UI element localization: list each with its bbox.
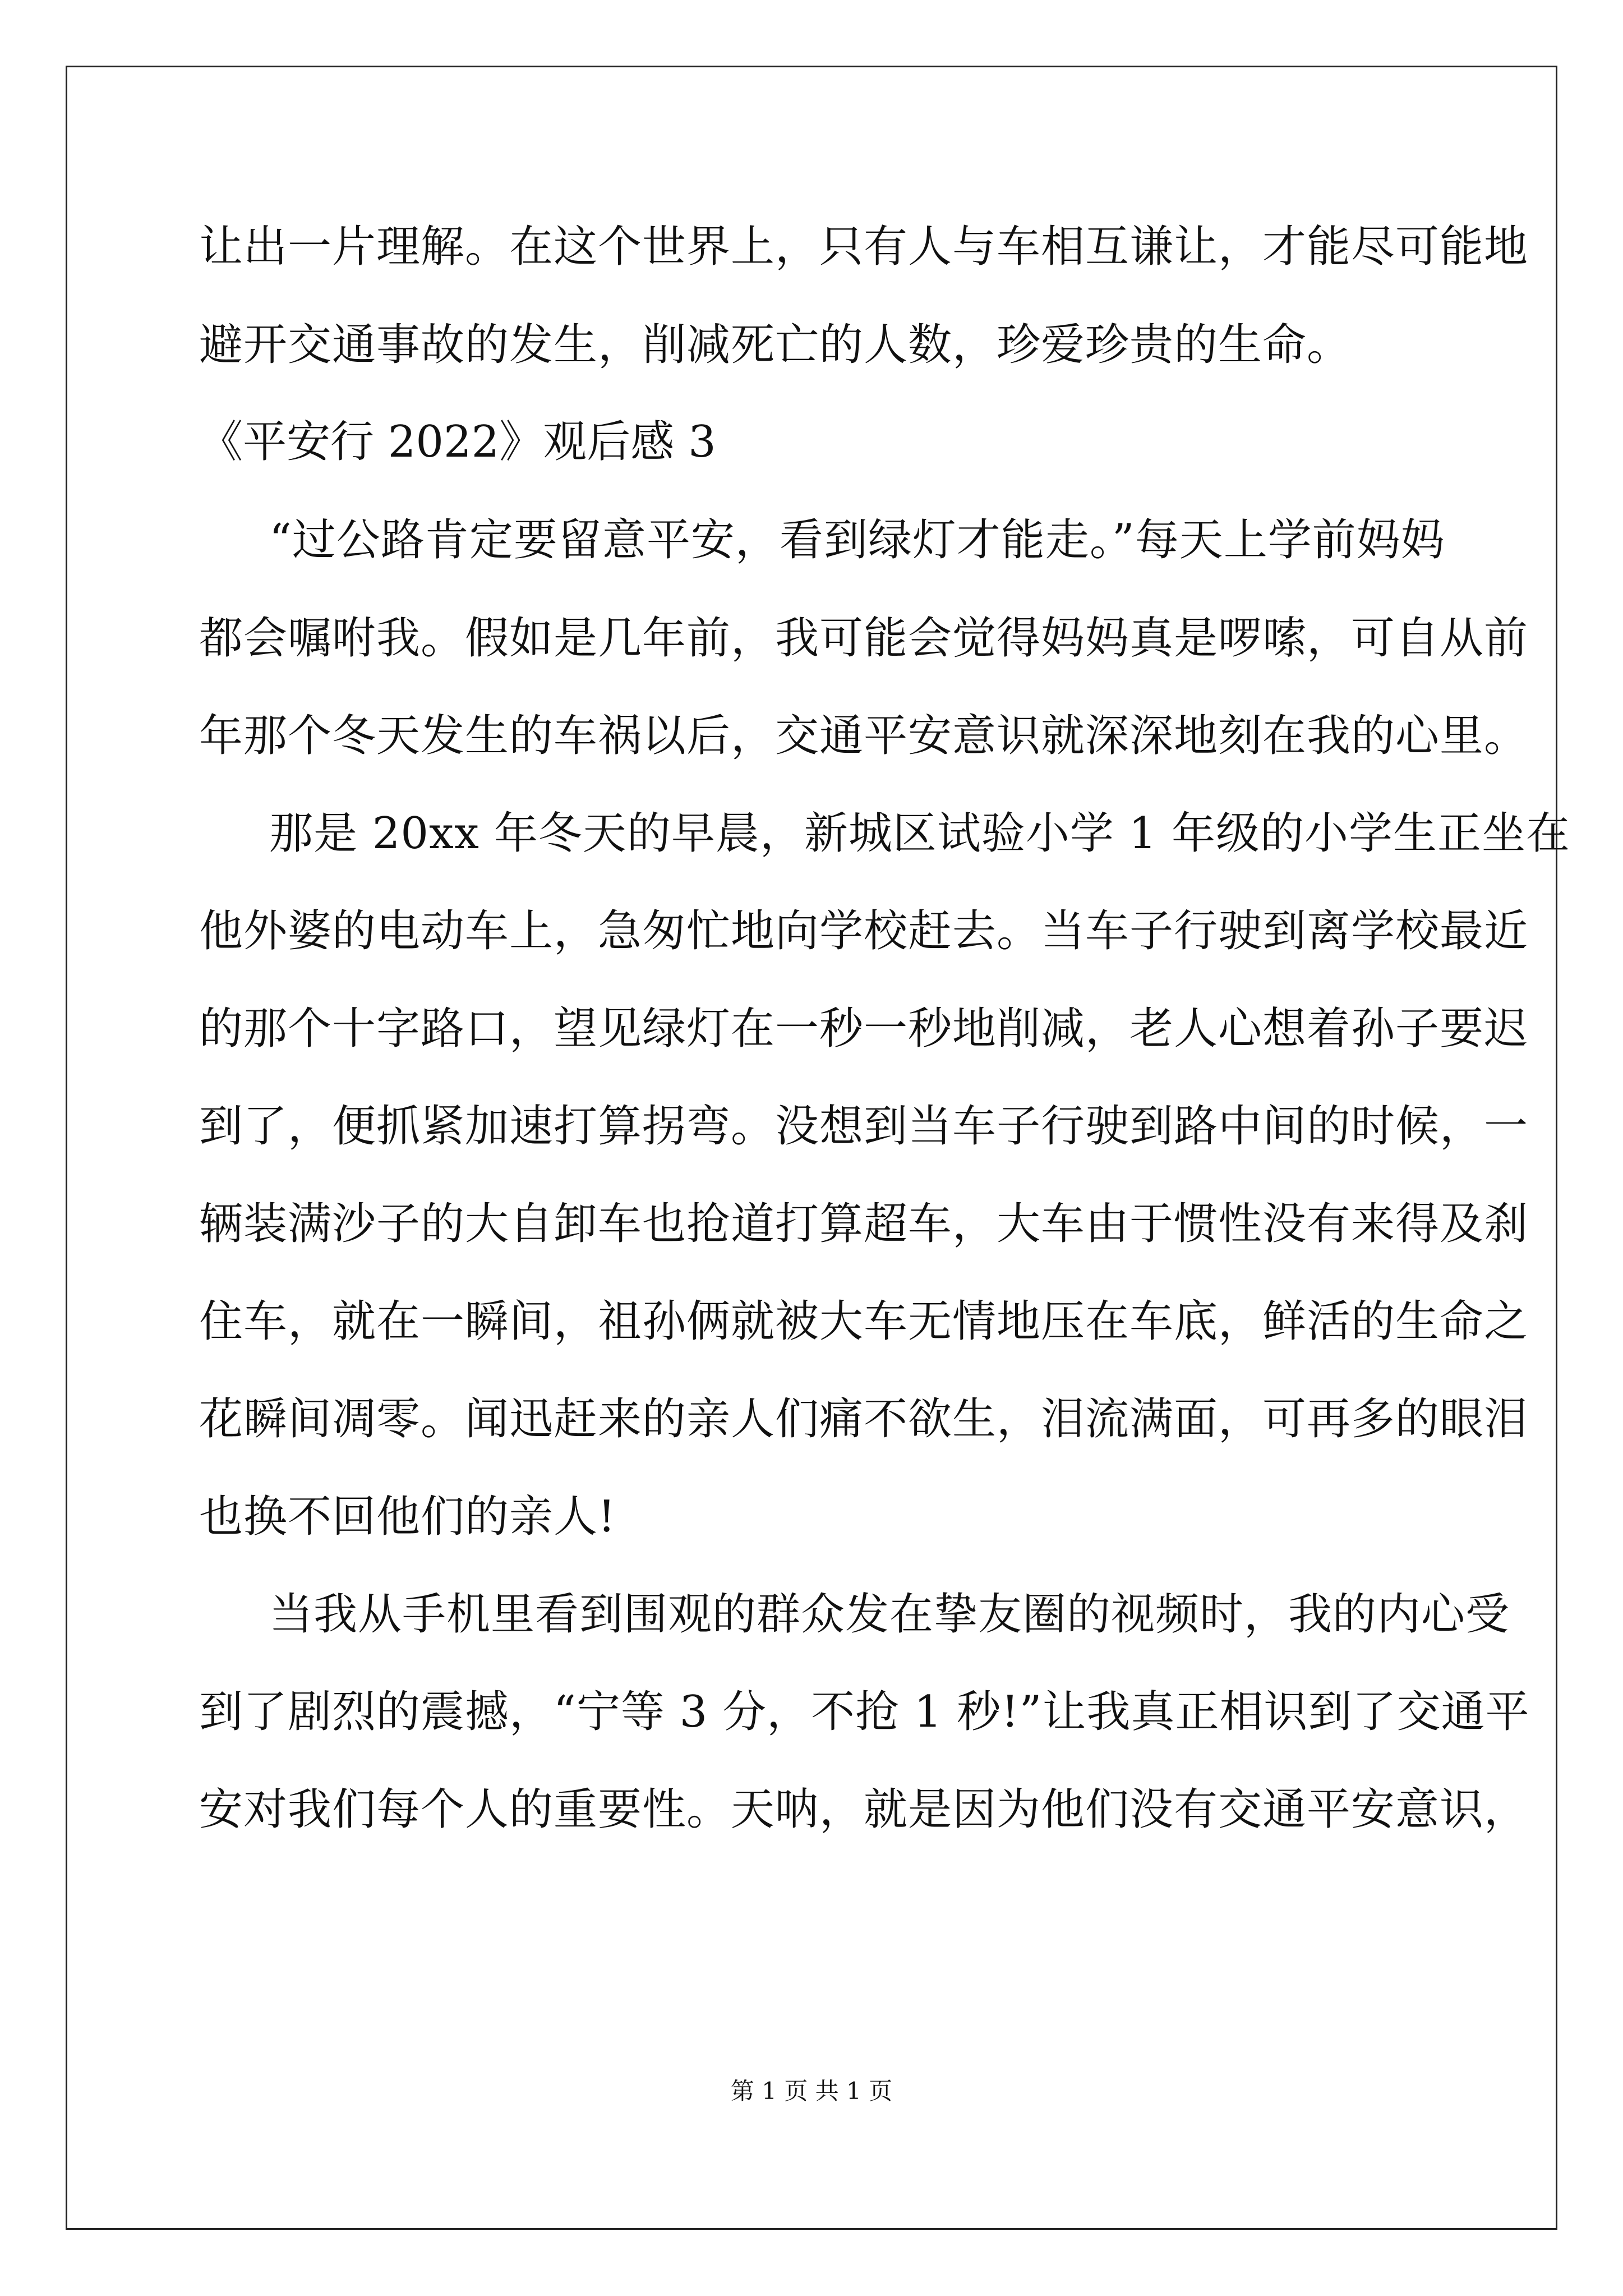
paragraph-line: 避开交通事故的发生，削减死亡的人数，珍爱珍贵的生命。 (199, 320, 1352, 370)
page-footer: 第 1 页 共 1 页 (730, 2077, 893, 2105)
paragraph-line: 也换不回他们的亲人! (199, 1492, 616, 1542)
paragraph-line: 当我从手机里看到围观的群众发在挚友圈的视频时，我的内心受 (269, 1589, 1510, 1640)
paragraph-line: 到了剧烈的震撼，“宁等 3 分，不抢 1 秒!”让我真正相识到了交通平 (199, 1687, 1530, 1737)
paragraph-line: 他外婆的电动车上，急匆忙地向学校赶去。当车子行驶到离学校最近 (199, 906, 1529, 956)
paragraph-line: 到了，便抓紧加速打算拐弯。没想到当车子行驶到路中间的时候，一 (199, 1101, 1529, 1152)
paragraph-line: 辆装满沙子的大自卸车也抢道打算超车，大车由于惯性没有来得及刹 (199, 1199, 1529, 1249)
paragraph-line: 都会嘱咐我。假如是几年前，我可能会觉得妈妈真是啰嗦，可自从前 (199, 613, 1529, 664)
paragraph-line: 花瞬间凋零。闻迅赶来的亲人们痛不欲生，泪流满面，可再多的眼泪 (199, 1394, 1529, 1444)
paragraph-line: 年那个冬天发生的车祸以后，交通平安意识就深深地刻在我的心里。 (199, 711, 1529, 761)
paragraph-line: 的那个十字路口，望见绿灯在一秒一秒地削减，老人心想着孙子要迟 (199, 1004, 1529, 1054)
paragraph-line: 那是 20xx 年冬天的早晨，新城区试验小学 1 年级的小学生正坐在 (269, 808, 1571, 859)
paragraph-line: 住车，就在一瞬间，祖孙俩就被大车无情地压在车底，鲜活的生命之 (199, 1296, 1529, 1347)
paragraph-line: 让出一片理解。在这个世界上，只有人与车相互谦让，才能尽可能地 (199, 222, 1529, 272)
section-heading: 《平安行 2022》观后感 3 (199, 417, 716, 467)
paragraph-line: 安对我们每个人的重要性。天呐，就是因为他们没有交通平安意识， (199, 1784, 1529, 1835)
paragraph-line: “过公路肯定要留意平安，看到绿灯才能走。”每天上学前妈妈 (269, 515, 1445, 565)
